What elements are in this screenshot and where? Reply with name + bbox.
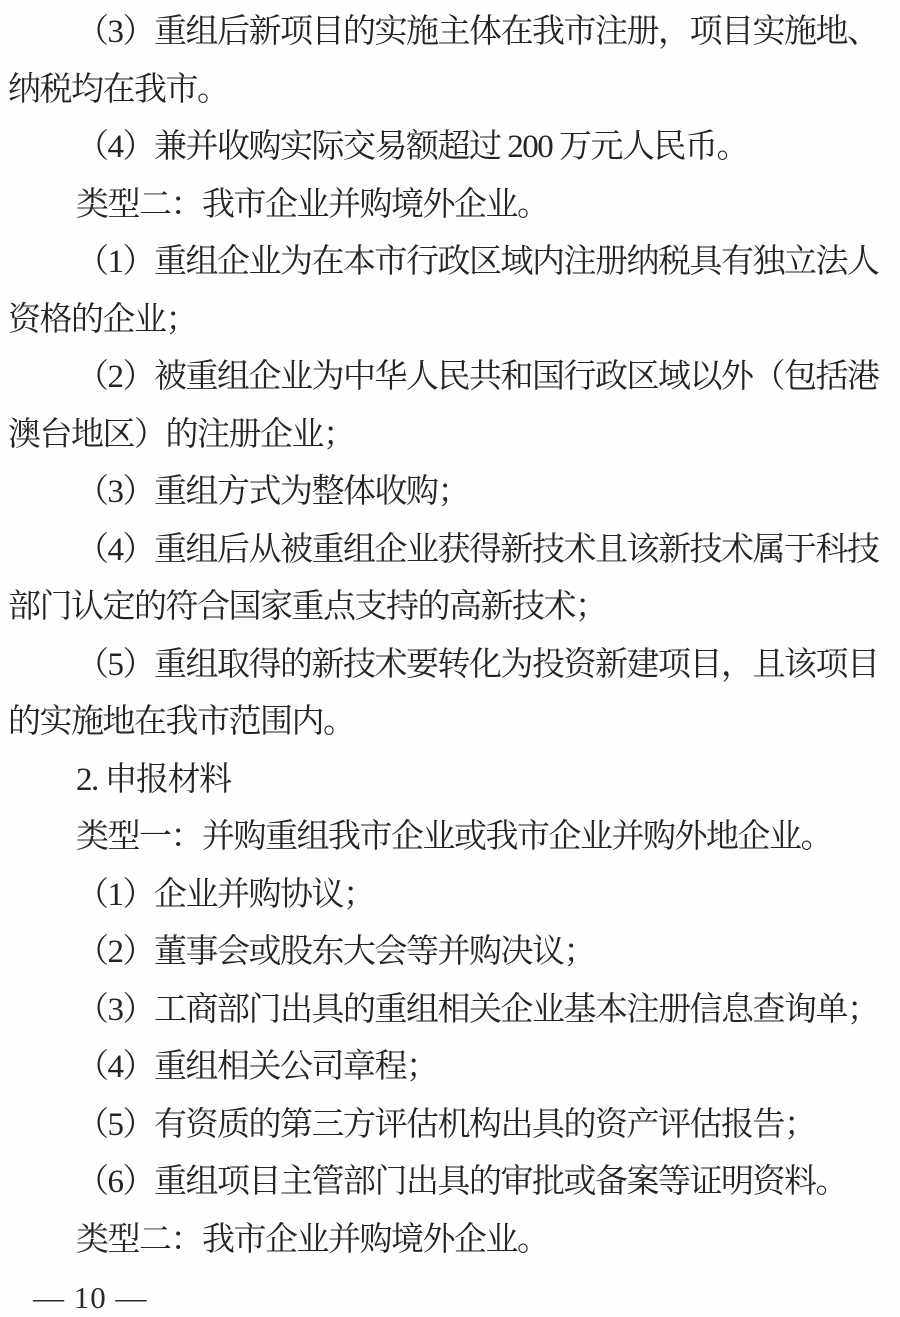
text-line: （5）重组取得的新技术要转化为投资新建项目，且该项目 bbox=[76, 646, 879, 683]
text-line: 类型二：我市企业并购境外企业。 bbox=[76, 186, 549, 223]
text-line: （1）企业并购协议； bbox=[76, 876, 375, 913]
text-line: 类型二：我市企业并购境外企业。 bbox=[76, 1221, 549, 1258]
text-line: 澳台地区）的注册企业； bbox=[8, 416, 355, 453]
text-line: （5）有资质的第三方评估机构出具的资产评估报告； bbox=[76, 1106, 816, 1143]
text-line: 资格的企业； bbox=[8, 301, 197, 338]
text-line: （2）被重组企业为中华人民共和国行政区域以外（包括港 bbox=[76, 359, 879, 395]
text-line: 纳税均在我市。 bbox=[8, 71, 229, 108]
text-line: （4）重组后从被重组企业获得新技术且该新技术属于科技 bbox=[76, 531, 879, 568]
text-line: （2）董事会或股东大会等并购决议； bbox=[76, 934, 595, 970]
text-line: 类型一：并购重组我市企业或我市企业并购外地企业。 bbox=[76, 819, 832, 855]
text-line: （6）重组项目主管部门出具的审批或备案等证明资料。 bbox=[76, 1164, 847, 1200]
text-line: （1）重组企业为在本市行政区域内注册纳税具有独立法人 bbox=[76, 244, 879, 280]
text-line: 的实施地在我市范围内。 bbox=[8, 704, 355, 740]
text-line: （3）重组方式为整体收购； bbox=[76, 474, 469, 510]
text-line: （3）工商部门出具的重组相关企业基本注册信息查询单； bbox=[76, 991, 879, 1028]
text-line: （4）兼并收购实际交易额超过 200 万元人民币。 bbox=[76, 129, 748, 165]
text-line: （3）重组后新项目的实施主体在我市注册，项目实施地、 bbox=[76, 14, 879, 50]
text-line: （4）重组相关公司章程； bbox=[76, 1049, 438, 1085]
section-heading-line: 2. 申报材料 bbox=[76, 761, 231, 798]
page-number: — 10 — bbox=[33, 1280, 148, 1315]
text-line: 部门认定的符合国家重点支持的高新技术； bbox=[8, 589, 607, 625]
